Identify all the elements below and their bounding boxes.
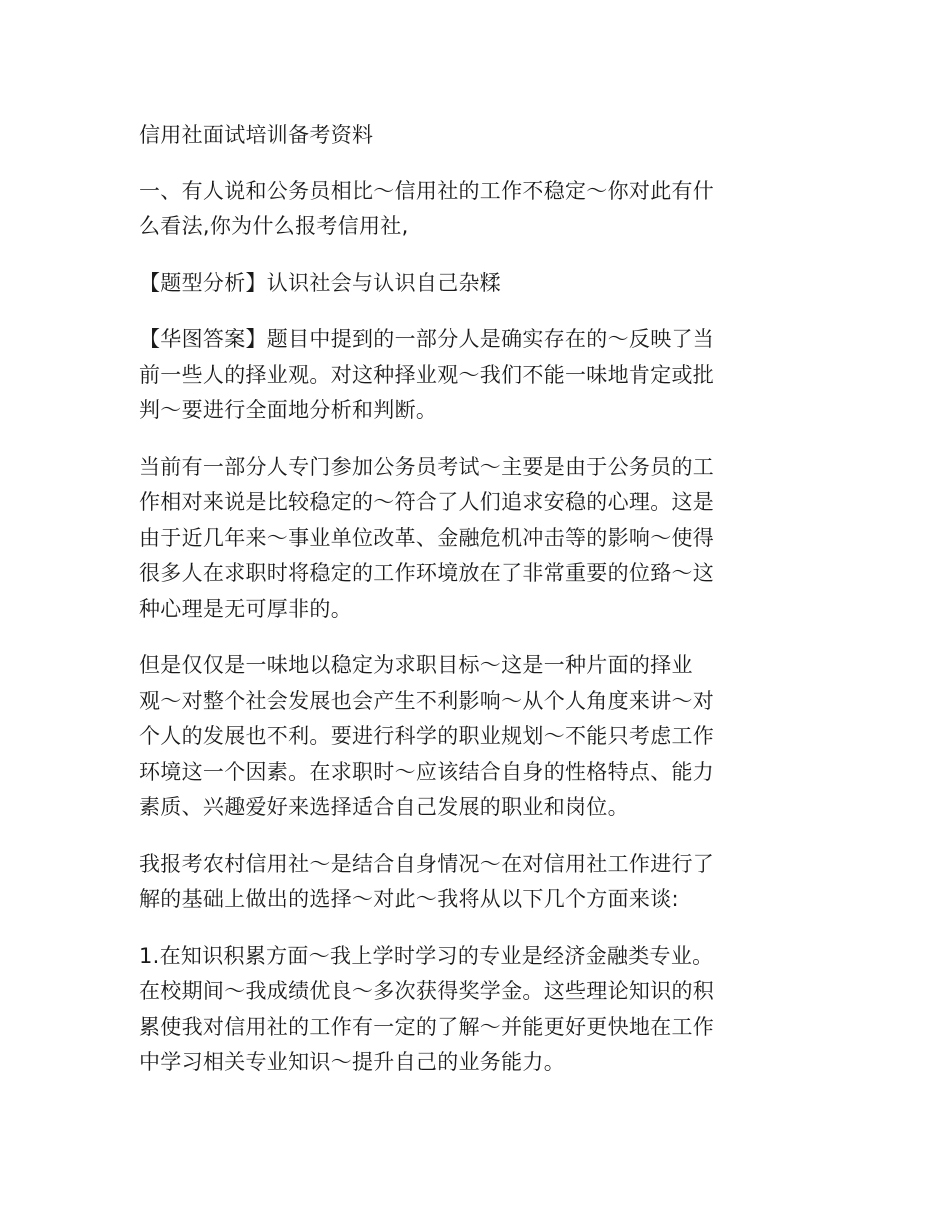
question-type-analysis: 【题型分析】认识社会与认识自己杂糅 — [139, 270, 502, 295]
document-title: 信用社面试培训备考资料 — [139, 123, 374, 147]
body-paragraph: 但是仅仅是一味地以稳定为求职目标～这是一种片面的择业 观～对整个社会发展也会产生不利影响～从个人角度来讲～对 个人的发展也不利。要进行科学的职业规划～不能只考虑工作 环境这一个因素。在求职时～应该结合自身的性格特点、能力 素质、兴趣爱好来选择适合自己发展的职业和岗位。 — [139, 653, 715, 819]
body-paragraph: 我报考农村信用社～是结合自身情况～在对信用社工作进行了 解的基础上做出的选择～对此～我将从以下几个方面来谈: — [139, 851, 715, 911]
numbered-point-paragraph: 1.在知识积累方面～我上学时学习的专业是经济金融类专业。 在校期间～我成绩优良～多次获得奖学金。这些理论知识的积 累使我对信用社的工作有一定的了解～并能更好更快地在工作 中学习相关专业知识～提升自己的业务能力。 — [139, 943, 715, 1074]
question-paragraph: 一、有人说和公务员相比～信用社的工作不稳定～你对此有什 么看法,你为什么报考信用社, — [139, 178, 715, 238]
body-paragraph: 当前有一部分人专门参加公务员考试～主要是由于公务员的工 作相对来说是比较稳定的～符合了人们追求安稳的心理。这是 由于近几年来～事业单位改革、金融危机冲击等的影响～使得 很多人在求职时将稳定的工作环境放在了非常重要的位臵～这 种心理是无可厚非的。 — [139, 454, 715, 621]
answer-intro-paragraph: 【华图答案】题目中提到的一部分人是确实存在的～反映了当 前一些人的择业观。对这种择业观～我们不能一味地肯定或批 判～要进行全面地分析和判断。 — [139, 327, 715, 422]
document-body — [139, 118, 809, 1102]
